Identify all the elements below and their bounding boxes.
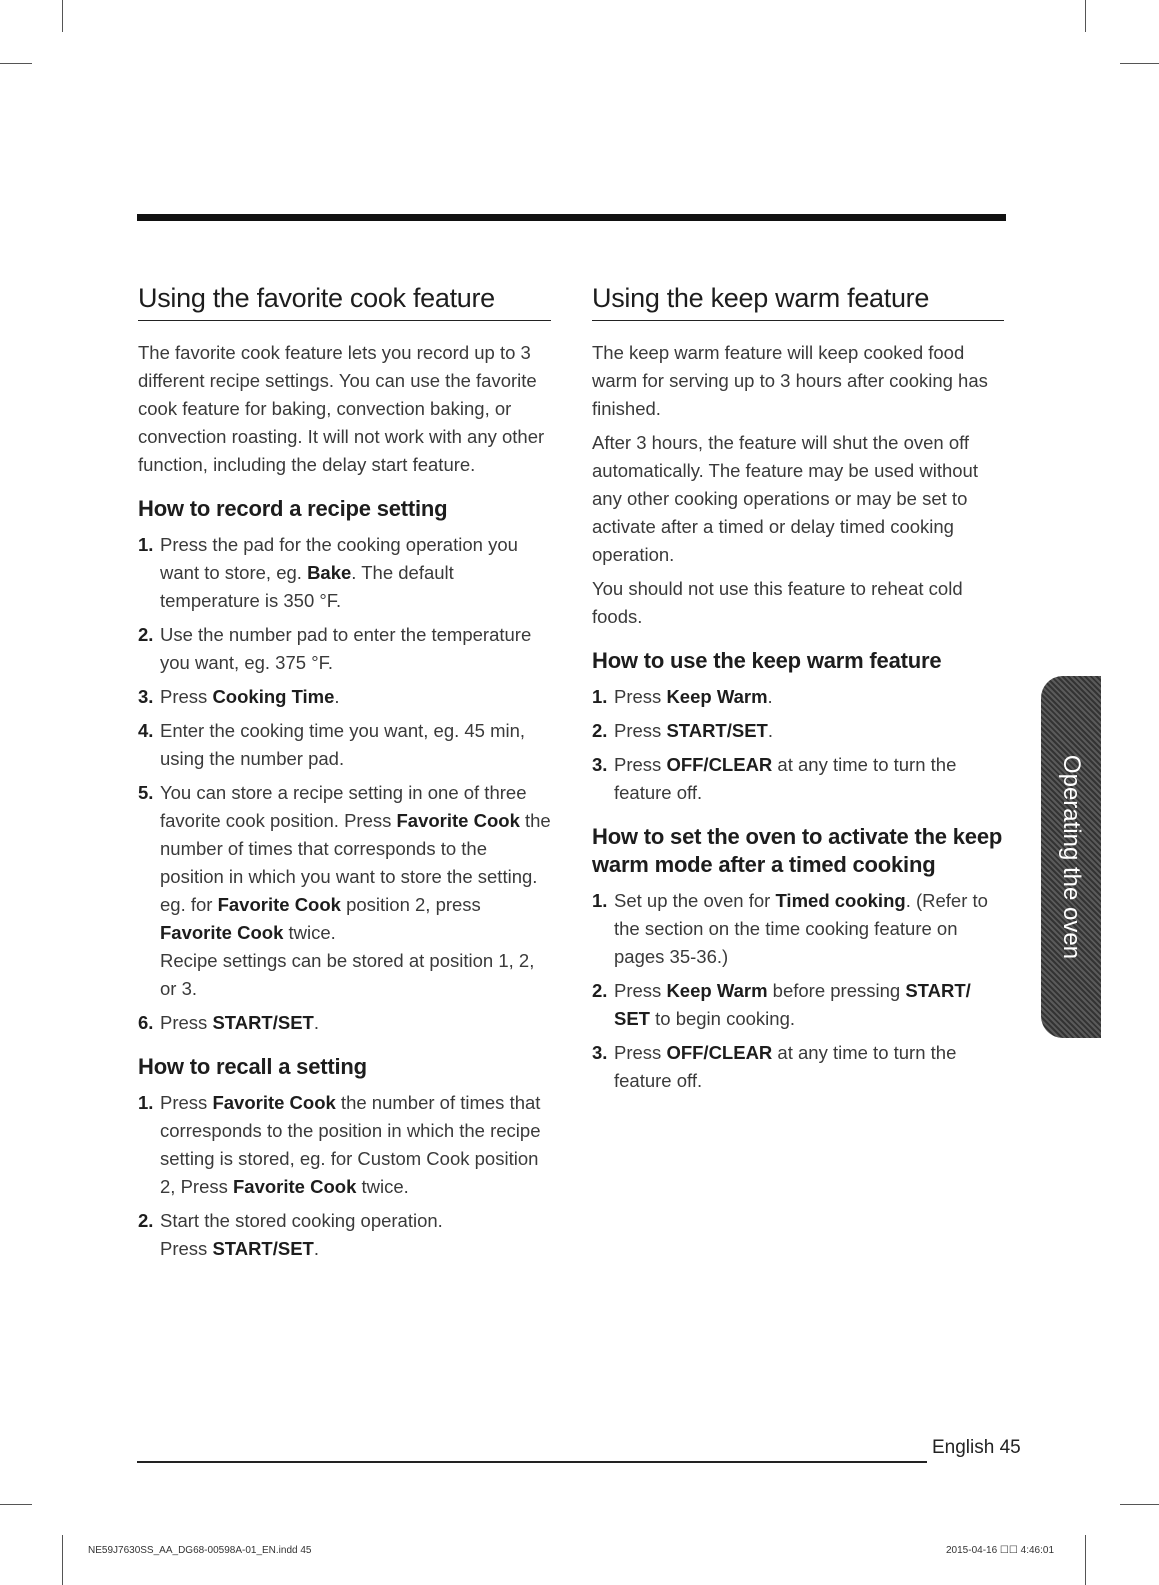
print-file-name: NE59J7630SS_AA_DG68-00598A-01_EN.indd 45: [88, 1545, 312, 1556]
keep-warm-intro-1: The keep warm feature will keep cooked food warm for serving up to 3 hours after cooking has finished.: [592, 342, 988, 419]
timed-keep-warm-list: [592, 887, 1004, 1095]
timed-keep-warm-heading: How to set the oven to activate the keep warm mode after a timed cooking: [592, 824, 1003, 877]
list-item: 1. Press the pad for the cooking operation you want to store, eg. Bake. The default temperature is 350 °F.: [138, 534, 518, 611]
recall-steps-list: [138, 1089, 551, 1263]
list-item: 2. Start the stored cooking operation. Press START/SET.: [138, 1210, 443, 1259]
use-keep-warm-list: [592, 683, 1004, 807]
header-rule: [137, 214, 1006, 221]
list-item: 6. Press START/SET.: [138, 1012, 319, 1033]
crop-mark: [62, 1535, 63, 1585]
crop-mark: [1120, 63, 1159, 64]
keep-warm-intro-2: After 3 hours, the feature will shut the oven off automatically. The feature may be used without any other cooking operations or may be set to activate after a timed or delay timed cooking operation.: [592, 432, 978, 565]
section-title-favorite-cook: Using the favorite cook feature: [138, 283, 551, 321]
chapter-side-tab: [1041, 676, 1101, 1038]
print-timestamp: 2015-04-16 ☐☐ 4:46:01: [946, 1545, 1055, 1556]
crop-mark: [1085, 1535, 1086, 1585]
crop-mark: [0, 1504, 32, 1505]
crop-mark: [1120, 1504, 1159, 1505]
list-item: 3. Press OFF/CLEAR at any time to turn the feature off.: [592, 754, 957, 803]
use-keep-warm-heading: How to use the keep warm feature: [592, 648, 942, 673]
right-column: [592, 283, 1004, 1101]
crop-mark: [62, 0, 63, 32]
list-item: 2. Press START/SET.: [592, 720, 773, 741]
chapter-side-tab-label: Operating the oven: [1058, 754, 1085, 960]
list-item: 3. Press OFF/CLEAR at any time to turn the feature off.: [592, 1042, 957, 1091]
list-item: 5. You can store a recipe setting in one of three favorite cook position. Press Favorite Cook the number of times that corresponds to the position in which you want to store the setting. eg. for Favorite Cook position 2, press Favorite Cook twice. Recipe settings can be stored at position 1, 2, or 3.: [138, 782, 551, 999]
keep-warm-intro-3: You should not use this feature to reheat cold foods.: [592, 578, 963, 627]
page-number: English 45: [932, 1437, 1021, 1458]
list-item: 1. Press Keep Warm.: [592, 686, 773, 707]
list-item: 1. Set up the oven for Timed cooking. (Refer to the section on the time cooking feature on pages 35-36.): [592, 890, 988, 967]
crop-mark: [0, 63, 32, 64]
list-item: 4. Enter the cooking time you want, eg. 45 min, using the number pad.: [138, 720, 526, 769]
crop-mark: [1085, 0, 1086, 32]
list-item: 1. Press Favorite Cook the number of times that corresponds to the position in which the recipe setting is stored, eg. for Custom Cook position 2, Press Favorite Cook twice.: [138, 1092, 541, 1197]
left-column: [138, 283, 551, 1269]
section-title-keep-warm: Using the keep warm feature: [592, 283, 1004, 321]
recall-setting-heading: How to recall a setting: [138, 1054, 367, 1079]
favorite-cook-intro: The favorite cook feature lets you record up to 3 different recipe settings. You can use the favorite cook feature for baking, convection baking, or convection roasting. It will not work with any other function, including the delay start feature.: [138, 342, 545, 475]
list-item: 2. Use the number pad to enter the temperature you want, eg. 375 °F.: [138, 624, 532, 673]
list-item: 3. Press Cooking Time.: [138, 686, 340, 707]
record-steps-list: [138, 531, 551, 1037]
footer-rule: [137, 1461, 927, 1463]
record-recipe-heading: How to record a recipe setting: [138, 496, 448, 521]
list-item: 2. Press Keep Warm before pressing START/ SET to begin cooking.: [592, 980, 971, 1029]
